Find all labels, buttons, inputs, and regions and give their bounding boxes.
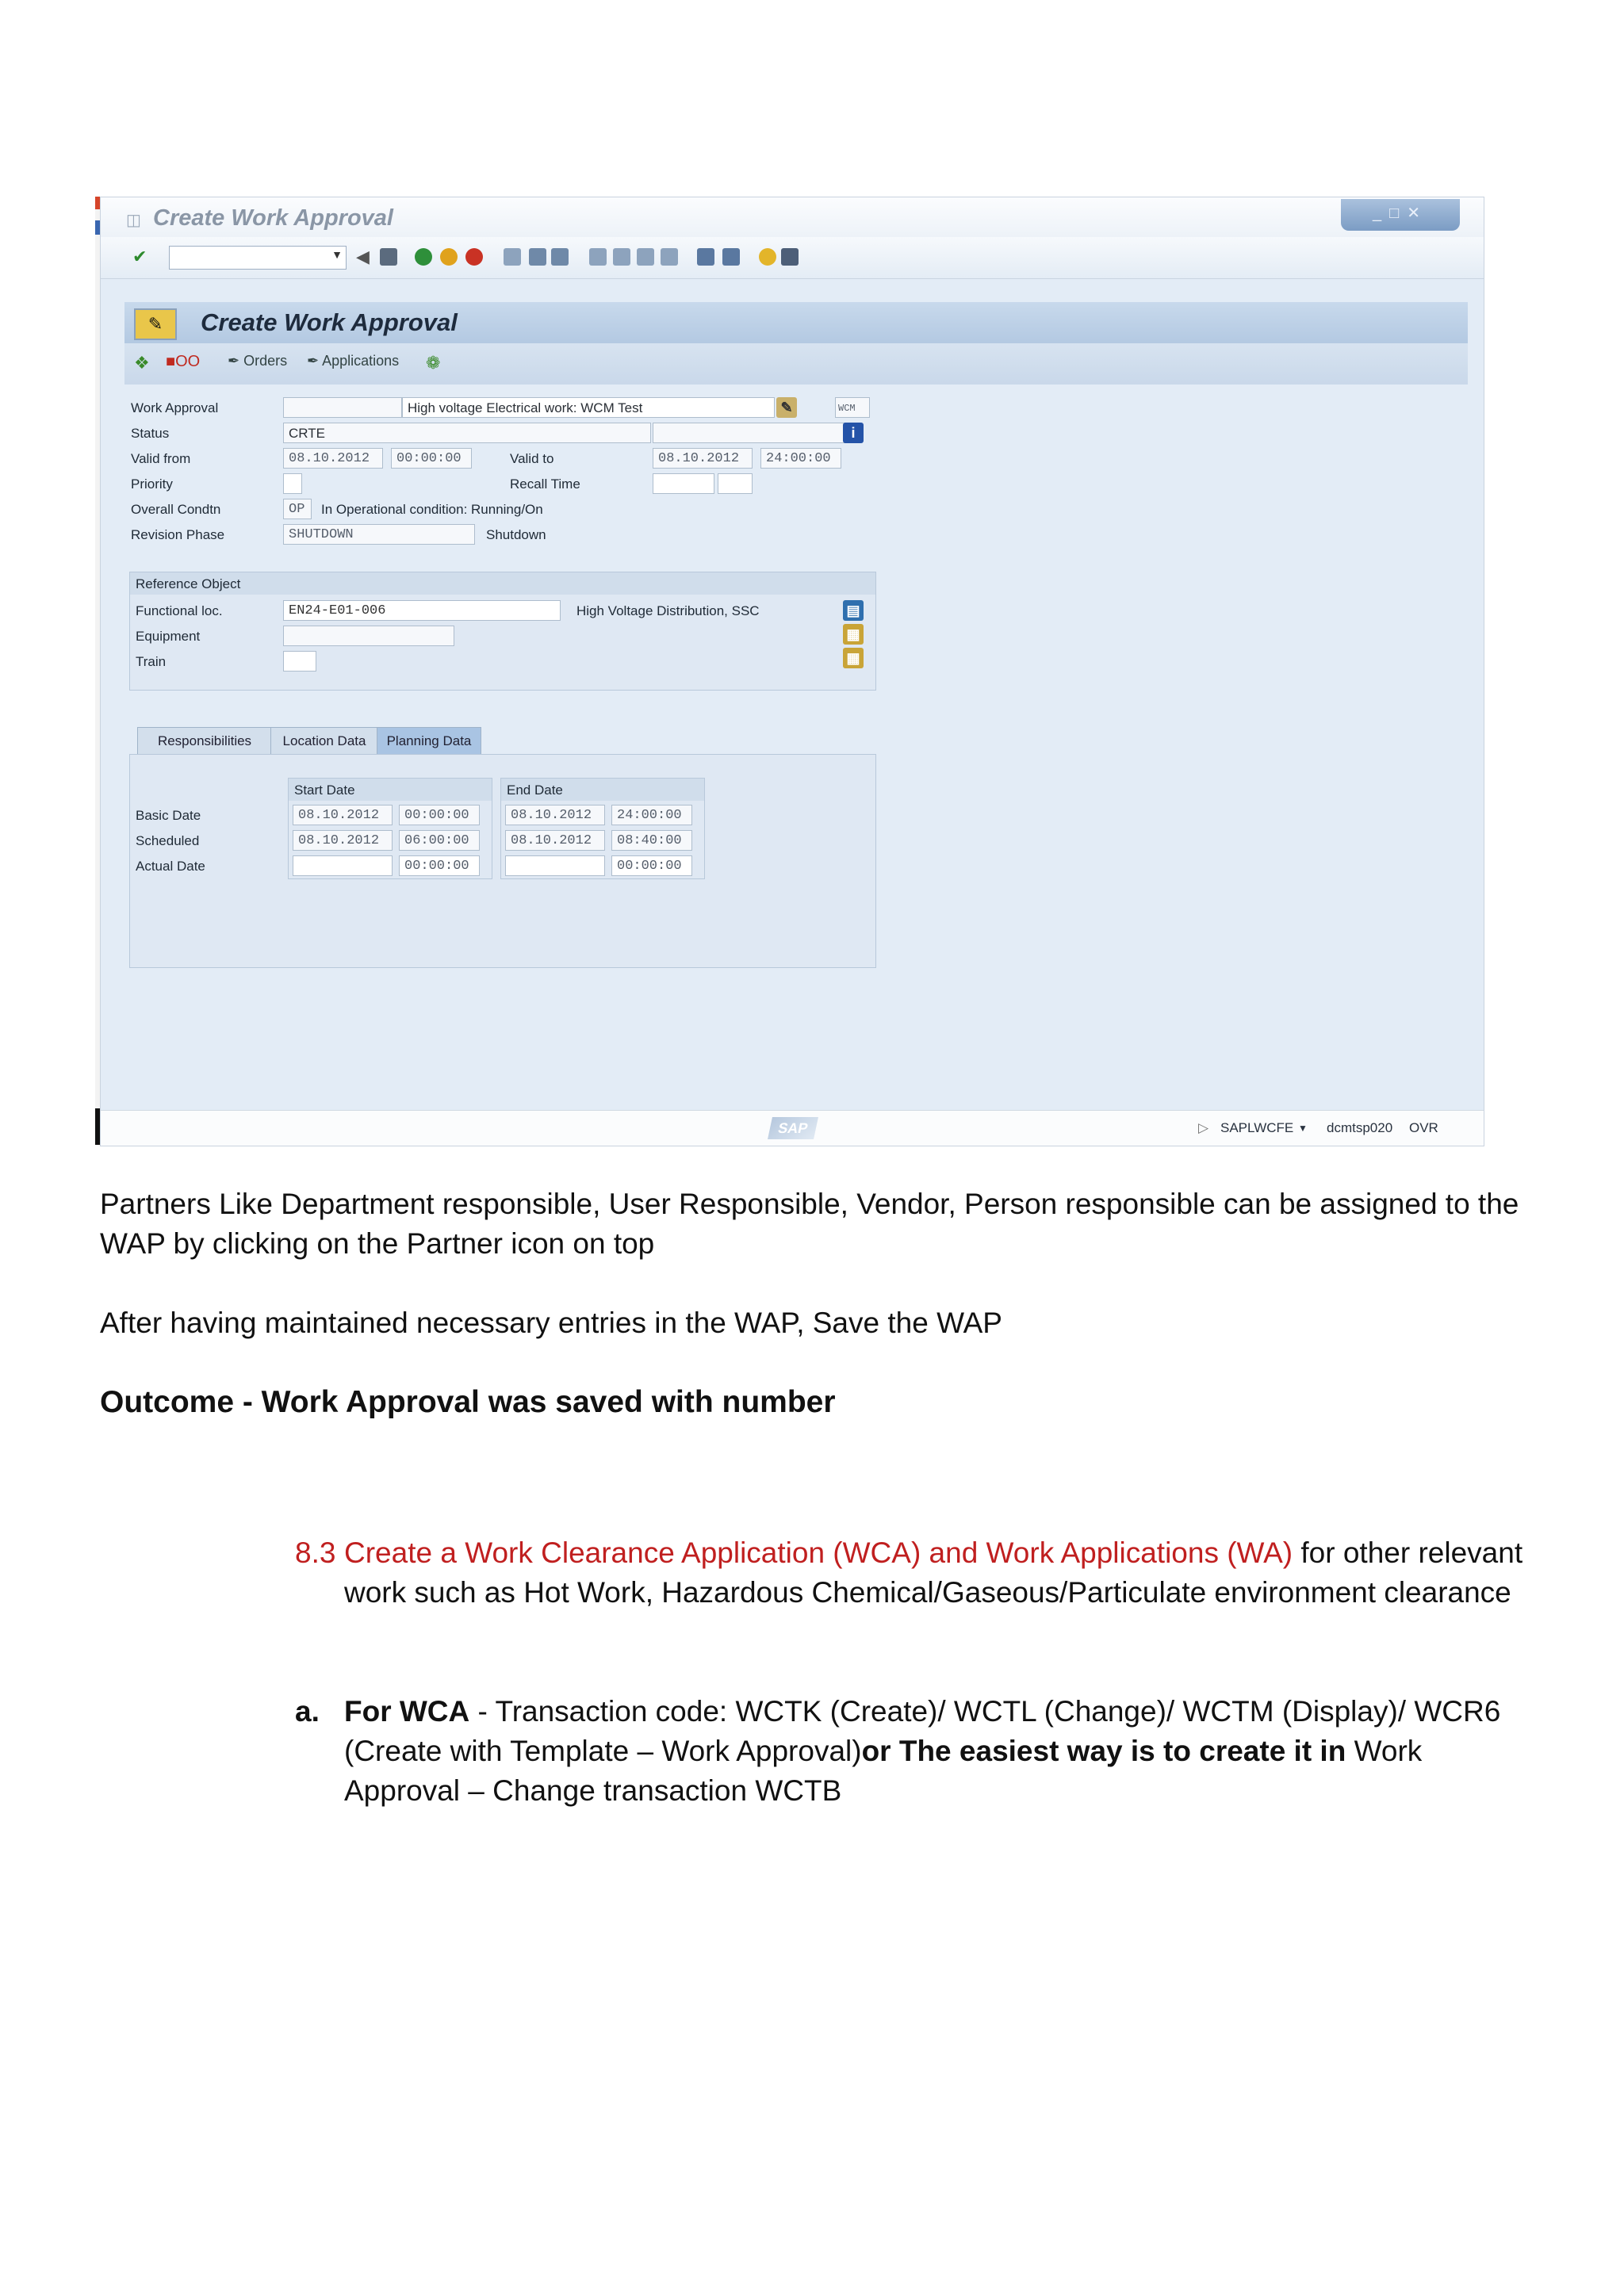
- hierarchy-icon[interactable]: ▦: [843, 624, 864, 645]
- chevron-down-icon[interactable]: ▼: [1298, 1123, 1308, 1134]
- status-mode: OVR: [1409, 1120, 1438, 1135]
- applications-label: Applications: [322, 353, 400, 369]
- window-titlebar: [101, 197, 1484, 237]
- transaction-icon: ✎: [134, 308, 177, 340]
- list-item-a: [295, 1692, 1532, 1811]
- basic-start-date-field[interactable]: 08.10.2012: [293, 805, 393, 825]
- layout-menu-icon[interactable]: [781, 248, 799, 266]
- find-icon[interactable]: [529, 248, 546, 266]
- scheduled-end-time-field[interactable]: 08:40:00: [611, 830, 692, 851]
- work-approval-label: Work Approval: [131, 400, 219, 415]
- long-text-icon[interactable]: ✎: [776, 397, 797, 418]
- partners-paragraph: Partners Like Department responsible, User Responsible, Vendor, Person responsible can be assigned to the WAP by clicking on the Partner icon on top: [100, 1188, 1519, 1260]
- section-body: [344, 1533, 1532, 1613]
- reference-object-header: [130, 572, 875, 595]
- help-icon[interactable]: [759, 248, 776, 266]
- overall-condtn-code-field[interactable]: OP: [283, 499, 312, 519]
- functional-loc-label: Functional loc.: [136, 603, 223, 618]
- partner-icon[interactable]: ■OO: [166, 353, 201, 370]
- valid-to-label: Valid to: [510, 451, 554, 466]
- recall-time-label: Recall Time: [510, 476, 580, 492]
- application-toolbar: [124, 343, 1468, 385]
- item-bold-2: or The easiest way is to create it in: [861, 1735, 1346, 1767]
- item-text-1: - Transaction code: WCTK (Create)/ WCTL (Change)/ WCTM (Display)/ WCR6 (Create with Template – Work Approval): [344, 1695, 1501, 1767]
- cancel-icon[interactable]: [465, 248, 483, 266]
- end-date-header: End Date: [507, 783, 563, 798]
- priority-label: Priority: [131, 476, 173, 492]
- shortcut-icon[interactable]: [722, 248, 740, 266]
- tab-label: Location Data: [282, 733, 366, 748]
- tab-label: Planning Data: [386, 733, 472, 748]
- enter-icon[interactable]: ✔: [132, 247, 147, 266]
- actual-start-time-field[interactable]: 00:00:00: [399, 855, 480, 876]
- info-icon[interactable]: i: [843, 423, 864, 443]
- first-page-icon[interactable]: [589, 248, 607, 266]
- work-approval-text-field[interactable]: High voltage Electrical work: WCM Test: [402, 397, 775, 418]
- tab-planning-data[interactable]: [377, 727, 481, 755]
- reference-object-group: [129, 572, 876, 691]
- sap-screenshot: [100, 197, 1484, 1146]
- close-icon[interactable]: ✕: [1407, 205, 1428, 222]
- valid-from-date-field[interactable]: 08.10.2012: [283, 448, 383, 469]
- release-icon[interactable]: ❖: [134, 353, 150, 373]
- item-text-2: Work Approval – Change transaction WCTB: [344, 1735, 1423, 1807]
- scheduled-start-date-field[interactable]: 08.10.2012: [293, 830, 393, 851]
- back-icon[interactable]: [415, 248, 432, 266]
- section-title-red: Create a Work Clearance Application (WCA) and Work Applications (WA): [344, 1536, 1293, 1569]
- reference-object-title: Reference Object: [136, 576, 241, 591]
- overall-condtn-label: Overall Condtn: [131, 502, 221, 517]
- scheduled-end-date-field[interactable]: 08.10.2012: [505, 830, 605, 851]
- save-paragraph: After having maintained necessary entries in the WAP, Save the WAP: [100, 1307, 1002, 1339]
- chevron-down-icon[interactable]: ▼: [331, 248, 343, 261]
- section-8-3: [295, 1533, 1532, 1613]
- back-arrow-icon[interactable]: ◀: [356, 247, 370, 266]
- overall-condtn-text: In Operational condition: Running/On: [321, 502, 543, 517]
- minimize-icon[interactable]: _: [1373, 205, 1390, 222]
- priority-field[interactable]: [283, 473, 302, 494]
- train-field[interactable]: [283, 651, 316, 672]
- object-list-icon[interactable]: ▦: [843, 648, 864, 668]
- valid-from-time-field[interactable]: 00:00:00: [391, 448, 472, 469]
- command-field[interactable]: [169, 246, 347, 270]
- previous-page-icon[interactable]: [613, 248, 630, 266]
- valid-from-label: Valid from: [131, 451, 191, 466]
- start-date-header: Start Date: [294, 783, 355, 798]
- recall-time-field[interactable]: [653, 473, 714, 494]
- print-icon[interactable]: [504, 248, 521, 266]
- actual-start-date-field[interactable]: [293, 855, 393, 876]
- item-marker: a.: [295, 1695, 320, 1728]
- status-label: Status: [131, 426, 170, 441]
- status-field: CRTE: [283, 423, 651, 443]
- basic-end-date-field[interactable]: 08.10.2012: [505, 805, 605, 825]
- status-program[interactable]: SAPLWCFE: [1220, 1120, 1294, 1135]
- status-bar: [101, 1110, 1484, 1146]
- maximize-icon[interactable]: □: [1389, 205, 1408, 222]
- document-icon: ◫: [126, 212, 141, 229]
- system-toolbar: [101, 237, 1484, 279]
- section-number: 8.3: [295, 1536, 336, 1569]
- structure-icon[interactable]: ▤: [843, 600, 864, 621]
- functional-loc-text: High Voltage Distribution, SSC: [576, 603, 760, 618]
- status-server: dcmtsp020: [1327, 1120, 1393, 1135]
- actual-date-label: Actual Date: [136, 859, 205, 874]
- revision-phase-text: Shutdown: [486, 527, 546, 542]
- screen-title: Create Work Approval: [201, 308, 458, 336]
- basic-start-time-field[interactable]: 00:00:00: [399, 805, 480, 825]
- item-bold-lead: For WCA: [344, 1695, 470, 1728]
- sap-logo: SAP: [768, 1117, 818, 1139]
- actual-end-time-field[interactable]: 00:00:00: [611, 855, 692, 876]
- next-page-icon[interactable]: [637, 248, 654, 266]
- screen-header: [124, 302, 1468, 343]
- applications-button[interactable]: ✒ Applications: [307, 353, 400, 369]
- basic-date-label: Basic Date: [136, 808, 201, 823]
- recall-time-unit-field[interactable]: [718, 473, 753, 494]
- tab-label: Responsibilities: [157, 733, 252, 748]
- scheduled-start-time-field[interactable]: 06:00:00: [399, 830, 480, 851]
- actual-end-date-field[interactable]: [505, 855, 605, 876]
- window-title: Create Work Approval: [153, 205, 393, 231]
- functional-loc-field[interactable]: EN24-E01-006: [283, 600, 561, 621]
- orders-button[interactable]: ✒ Orders: [228, 353, 288, 369]
- valid-to-time-field[interactable]: 24:00:00: [760, 448, 841, 469]
- object-links-icon[interactable]: ❁: [426, 353, 441, 373]
- work-approval-number-field[interactable]: [283, 397, 402, 418]
- window-controls[interactable]: [1341, 199, 1460, 231]
- user-status-field: [653, 423, 851, 443]
- revision-phase-label: Revision Phase: [131, 527, 225, 542]
- status-expand-icon[interactable]: ▷: [1198, 1120, 1209, 1135]
- section-title-rest: for other relevant work such as Hot Work, Hazardous Chemical/Gaseous/Particulate environment clearance: [344, 1536, 1523, 1609]
- basic-end-time-field[interactable]: 24:00:00: [611, 805, 692, 825]
- equipment-field[interactable]: [283, 626, 454, 646]
- valid-to-date-field[interactable]: 08.10.2012: [653, 448, 753, 469]
- tab-location-data[interactable]: [270, 727, 378, 755]
- last-page-icon[interactable]: [661, 248, 678, 266]
- exit-icon[interactable]: [440, 248, 458, 266]
- new-session-icon[interactable]: [697, 248, 714, 266]
- revision-phase-code-field[interactable]: SHUTDOWN: [283, 524, 475, 545]
- wcm-badge: WCM: [835, 397, 870, 418]
- find-next-icon[interactable]: [551, 248, 569, 266]
- save-icon[interactable]: [380, 248, 397, 266]
- equipment-label: Equipment: [136, 629, 201, 644]
- outcome-heading: Outcome - Work Approval was saved with number: [100, 1385, 836, 1419]
- train-label: Train: [136, 654, 167, 669]
- orders-label: Orders: [243, 353, 288, 369]
- scheduled-label: Scheduled: [136, 833, 200, 848]
- tab-responsibilities[interactable]: [137, 727, 272, 755]
- item-body: [344, 1692, 1532, 1811]
